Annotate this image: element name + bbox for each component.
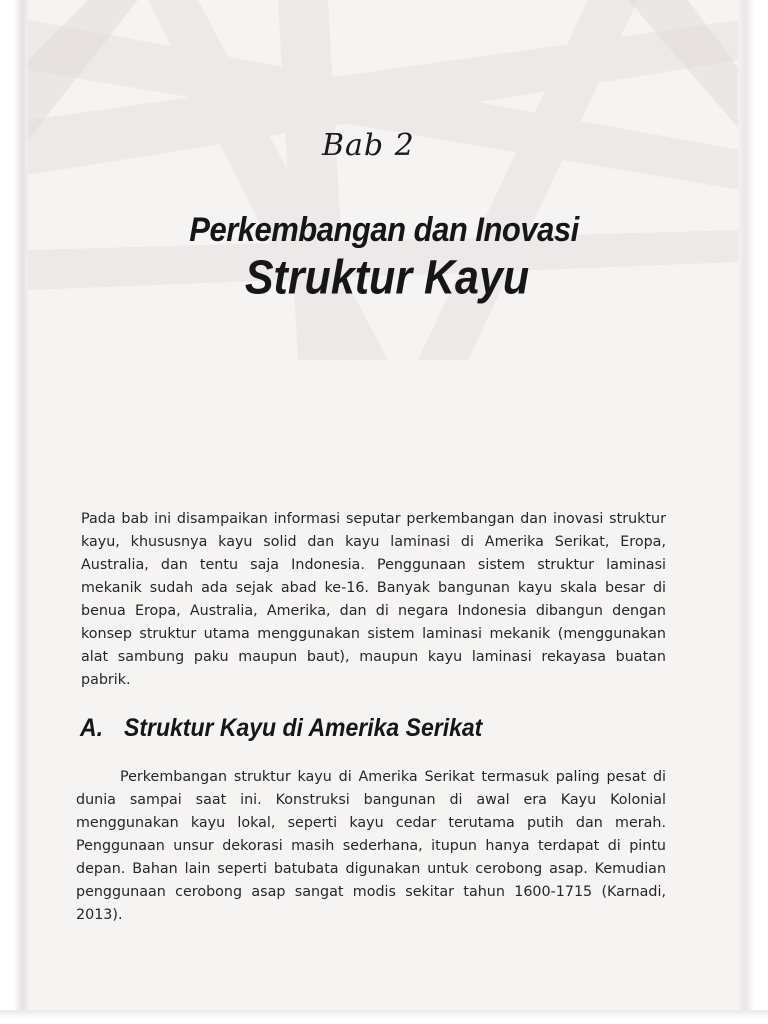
wood-beam-background-pattern <box>28 0 740 360</box>
page-left-edge-shadow <box>0 0 28 1024</box>
section-title: Struktur Kayu di Amerika Serikat <box>124 712 483 742</box>
chapter-title-line-2: Struktur Kayu <box>244 251 530 305</box>
chapter-label: Bab 2 <box>322 128 415 163</box>
section-number: A. <box>80 712 103 742</box>
section-paragraph: Perkembangan struktur kayu di Amerika Serikat termasuk paling pesat di dunia sampai saat ini. Konstruksi bangunan di awal era Kayu Kolonial menggunakan kayu lokal, seperti kayu cedar terutama putih dan merah. Penggunaan unsur dekorasi masih sederhana, itupun hanya terdapat di pintu depan. Bahan lain seperti batubata digunakan untuk cerobong asap. Kemudian penggunaan cerobong asap sangat modis sekitar tahun 1600-1715 (Karnadi, 2013). <box>76 769 666 923</box>
page-bottom-edge-shadow <box>0 1010 768 1024</box>
intro-paragraph: Pada bab ini disampaikan informasi seputar perkembangan dan inovasi struktur kayu, khususnya kayu solid dan kayu laminasi di Amerika Serikat, Eropa, Australia, dan tentu saja Indonesia. Penggunaan sistem struktur laminasi mekanik sudah ada sejak abad ke-16. Banyak bangunan kayu skala besar di benua Eropa, Australia, Amerika, dan di negara Indonesia dibangun dengan konsep struktur utama menggunakan sistem laminasi mekanik (menggunakan alat sambung paku maupun baut), maupun kayu laminasi rekayasa buatan pabrik. <box>81 511 666 688</box>
section-heading <box>80 713 482 743</box>
page-right-edge-shadow <box>738 0 768 1024</box>
chapter-title-line-1: Perkembangan dan Inovasi <box>189 209 579 250</box>
